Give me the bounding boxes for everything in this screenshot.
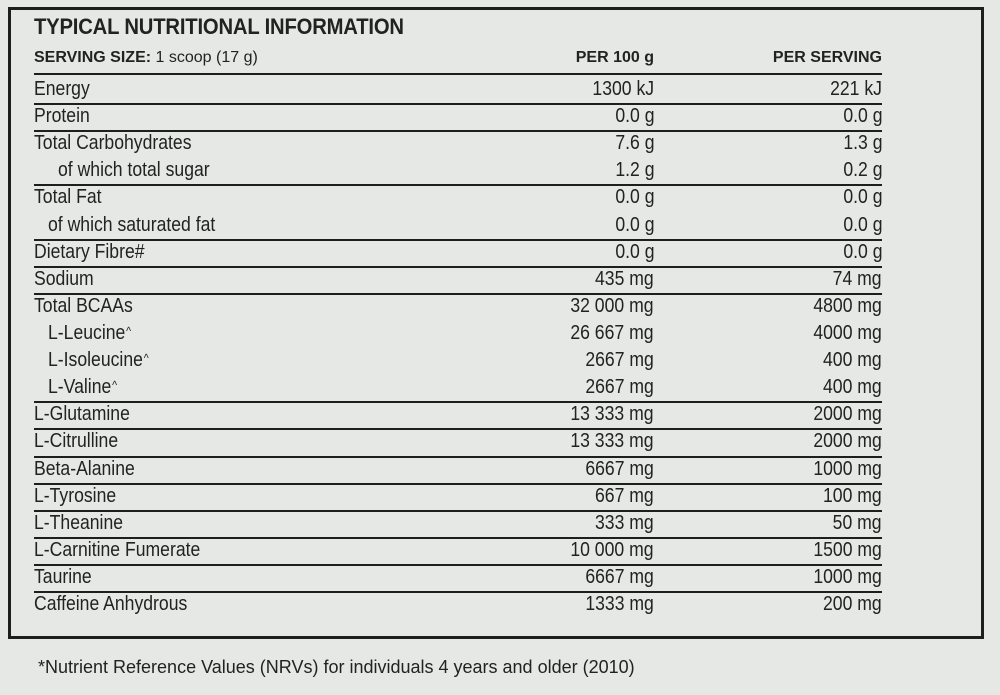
row-per100: 0.0 g: [614, 213, 654, 236]
row-name: L-Carnitine Fumerate: [34, 538, 201, 561]
row-name: Sodium: [34, 267, 94, 290]
row-name: Energy: [34, 78, 90, 100]
row-per100: 13 333 mg: [570, 403, 654, 426]
row-perserving: 4000 mg: [813, 321, 882, 344]
row-per100: 0.0 g: [614, 186, 654, 209]
row-perserving: 0.0 g: [842, 186, 882, 209]
row-perserving: 0.2 g: [842, 159, 882, 182]
table-row: [34, 103, 882, 130]
row-per100: 7.6 g: [614, 132, 654, 155]
row-name: L-Valine: [48, 376, 112, 399]
table-header-row: [34, 44, 882, 68]
caret-mark: ^: [126, 323, 132, 338]
row-perserving: 0.0 g: [842, 105, 882, 128]
row-per100: 667 mg: [595, 484, 654, 507]
row-per100: 0.0 g: [614, 105, 654, 128]
row-name: Total Carbohydrates: [34, 132, 192, 155]
row-name: L-Isoleucine: [48, 349, 143, 372]
row-name: L-Glutamine: [34, 403, 130, 426]
row-name: Dietary Fibre#: [34, 240, 145, 263]
row-perserving: 1.3 g: [842, 132, 882, 155]
row-perserving: 221 kJ: [830, 78, 882, 100]
caret-mark: ^: [143, 351, 149, 366]
row-name: L-Leucine: [48, 321, 126, 344]
table-row: [34, 456, 882, 483]
row-name: Beta-Alanine: [34, 457, 135, 480]
row-name: Caffeine Anhydrous: [34, 593, 188, 616]
serving-size-value: 1 scoop (17 g): [155, 49, 258, 66]
column-header-perserving: PER SERVING: [772, 49, 882, 66]
table-row: [34, 564, 882, 591]
table-row: [34, 184, 882, 211]
row-name: Protein: [34, 105, 90, 128]
table-row: [34, 510, 882, 537]
serving-size-label: SERVING SIZE:: [34, 49, 152, 66]
table-row: [34, 212, 882, 239]
table-row: [34, 401, 882, 428]
row-per100: 6667 mg: [585, 457, 654, 480]
row-per100: 2667 mg: [585, 349, 654, 372]
row-name: L-Theanine: [34, 511, 124, 534]
table-row: [34, 374, 882, 401]
row-perserving: 1500 mg: [813, 538, 882, 561]
table-row: [34, 266, 882, 293]
row-name: of which total sugar: [58, 159, 210, 182]
row-perserving: 0.0 g: [842, 213, 882, 236]
row-per100: 333 mg: [595, 511, 654, 534]
row-perserving: 1000 mg: [813, 457, 882, 480]
row-perserving: 2000 mg: [813, 430, 882, 453]
row-per100: 2667 mg: [585, 376, 654, 399]
table-row: [34, 347, 882, 374]
row-perserving: 100 mg: [823, 484, 882, 507]
row-per100: 435 mg: [595, 267, 654, 290]
row-name: Total BCAAs: [34, 294, 133, 317]
serving-size: [34, 49, 258, 67]
header-divider: [34, 73, 882, 75]
table-row: [34, 483, 882, 510]
table-row: [34, 239, 882, 266]
table-row: [34, 76, 882, 103]
row-name: of which saturated fat: [48, 213, 216, 236]
row-perserving: 2000 mg: [813, 403, 882, 426]
row-per100: 32 000 mg: [570, 294, 654, 317]
row-perserving: 74 mg: [833, 267, 882, 290]
table-row: [34, 320, 882, 347]
row-perserving: 1000 mg: [813, 565, 882, 588]
row-per100: 13 333 mg: [570, 430, 654, 453]
row-perserving: 4800 mg: [813, 294, 882, 317]
row-name: Taurine: [34, 565, 92, 588]
row-per100: 1333 mg: [585, 593, 654, 616]
table-row: [34, 537, 882, 564]
row-per100: 10 000 mg: [570, 538, 654, 561]
row-name: L-Citrulline: [34, 430, 119, 453]
row-per100: 0.0 g: [614, 240, 654, 263]
row-perserving: 400 mg: [823, 376, 882, 399]
table-row: [34, 428, 882, 455]
row-name: L-Tyrosine: [34, 484, 117, 507]
nutrition-table: [34, 76, 882, 618]
table-row: [34, 293, 882, 320]
table-row: [34, 157, 882, 184]
table-row: [34, 130, 882, 157]
column-header-per100: PER 100 g: [575, 49, 654, 66]
row-perserving: 50 mg: [833, 511, 882, 534]
row-name: Total Fat: [34, 186, 102, 209]
row-per100: 26 667 mg: [570, 321, 654, 344]
row-perserving: 200 mg: [823, 593, 882, 616]
panel-title: TYPICAL NUTRITIONAL INFORMATION: [34, 14, 404, 39]
row-per100: 6667 mg: [585, 565, 654, 588]
row-per100: 1300 kJ: [592, 78, 654, 100]
row-per100: 1.2 g: [614, 159, 654, 182]
footnote: *Nutrient Reference Values (NRVs) for individuals 4 years and older (2010): [38, 657, 635, 677]
caret-mark: ^: [112, 378, 118, 393]
row-perserving: 0.0 g: [842, 240, 882, 263]
row-perserving: 400 mg: [823, 349, 882, 372]
table-row: [34, 591, 882, 618]
